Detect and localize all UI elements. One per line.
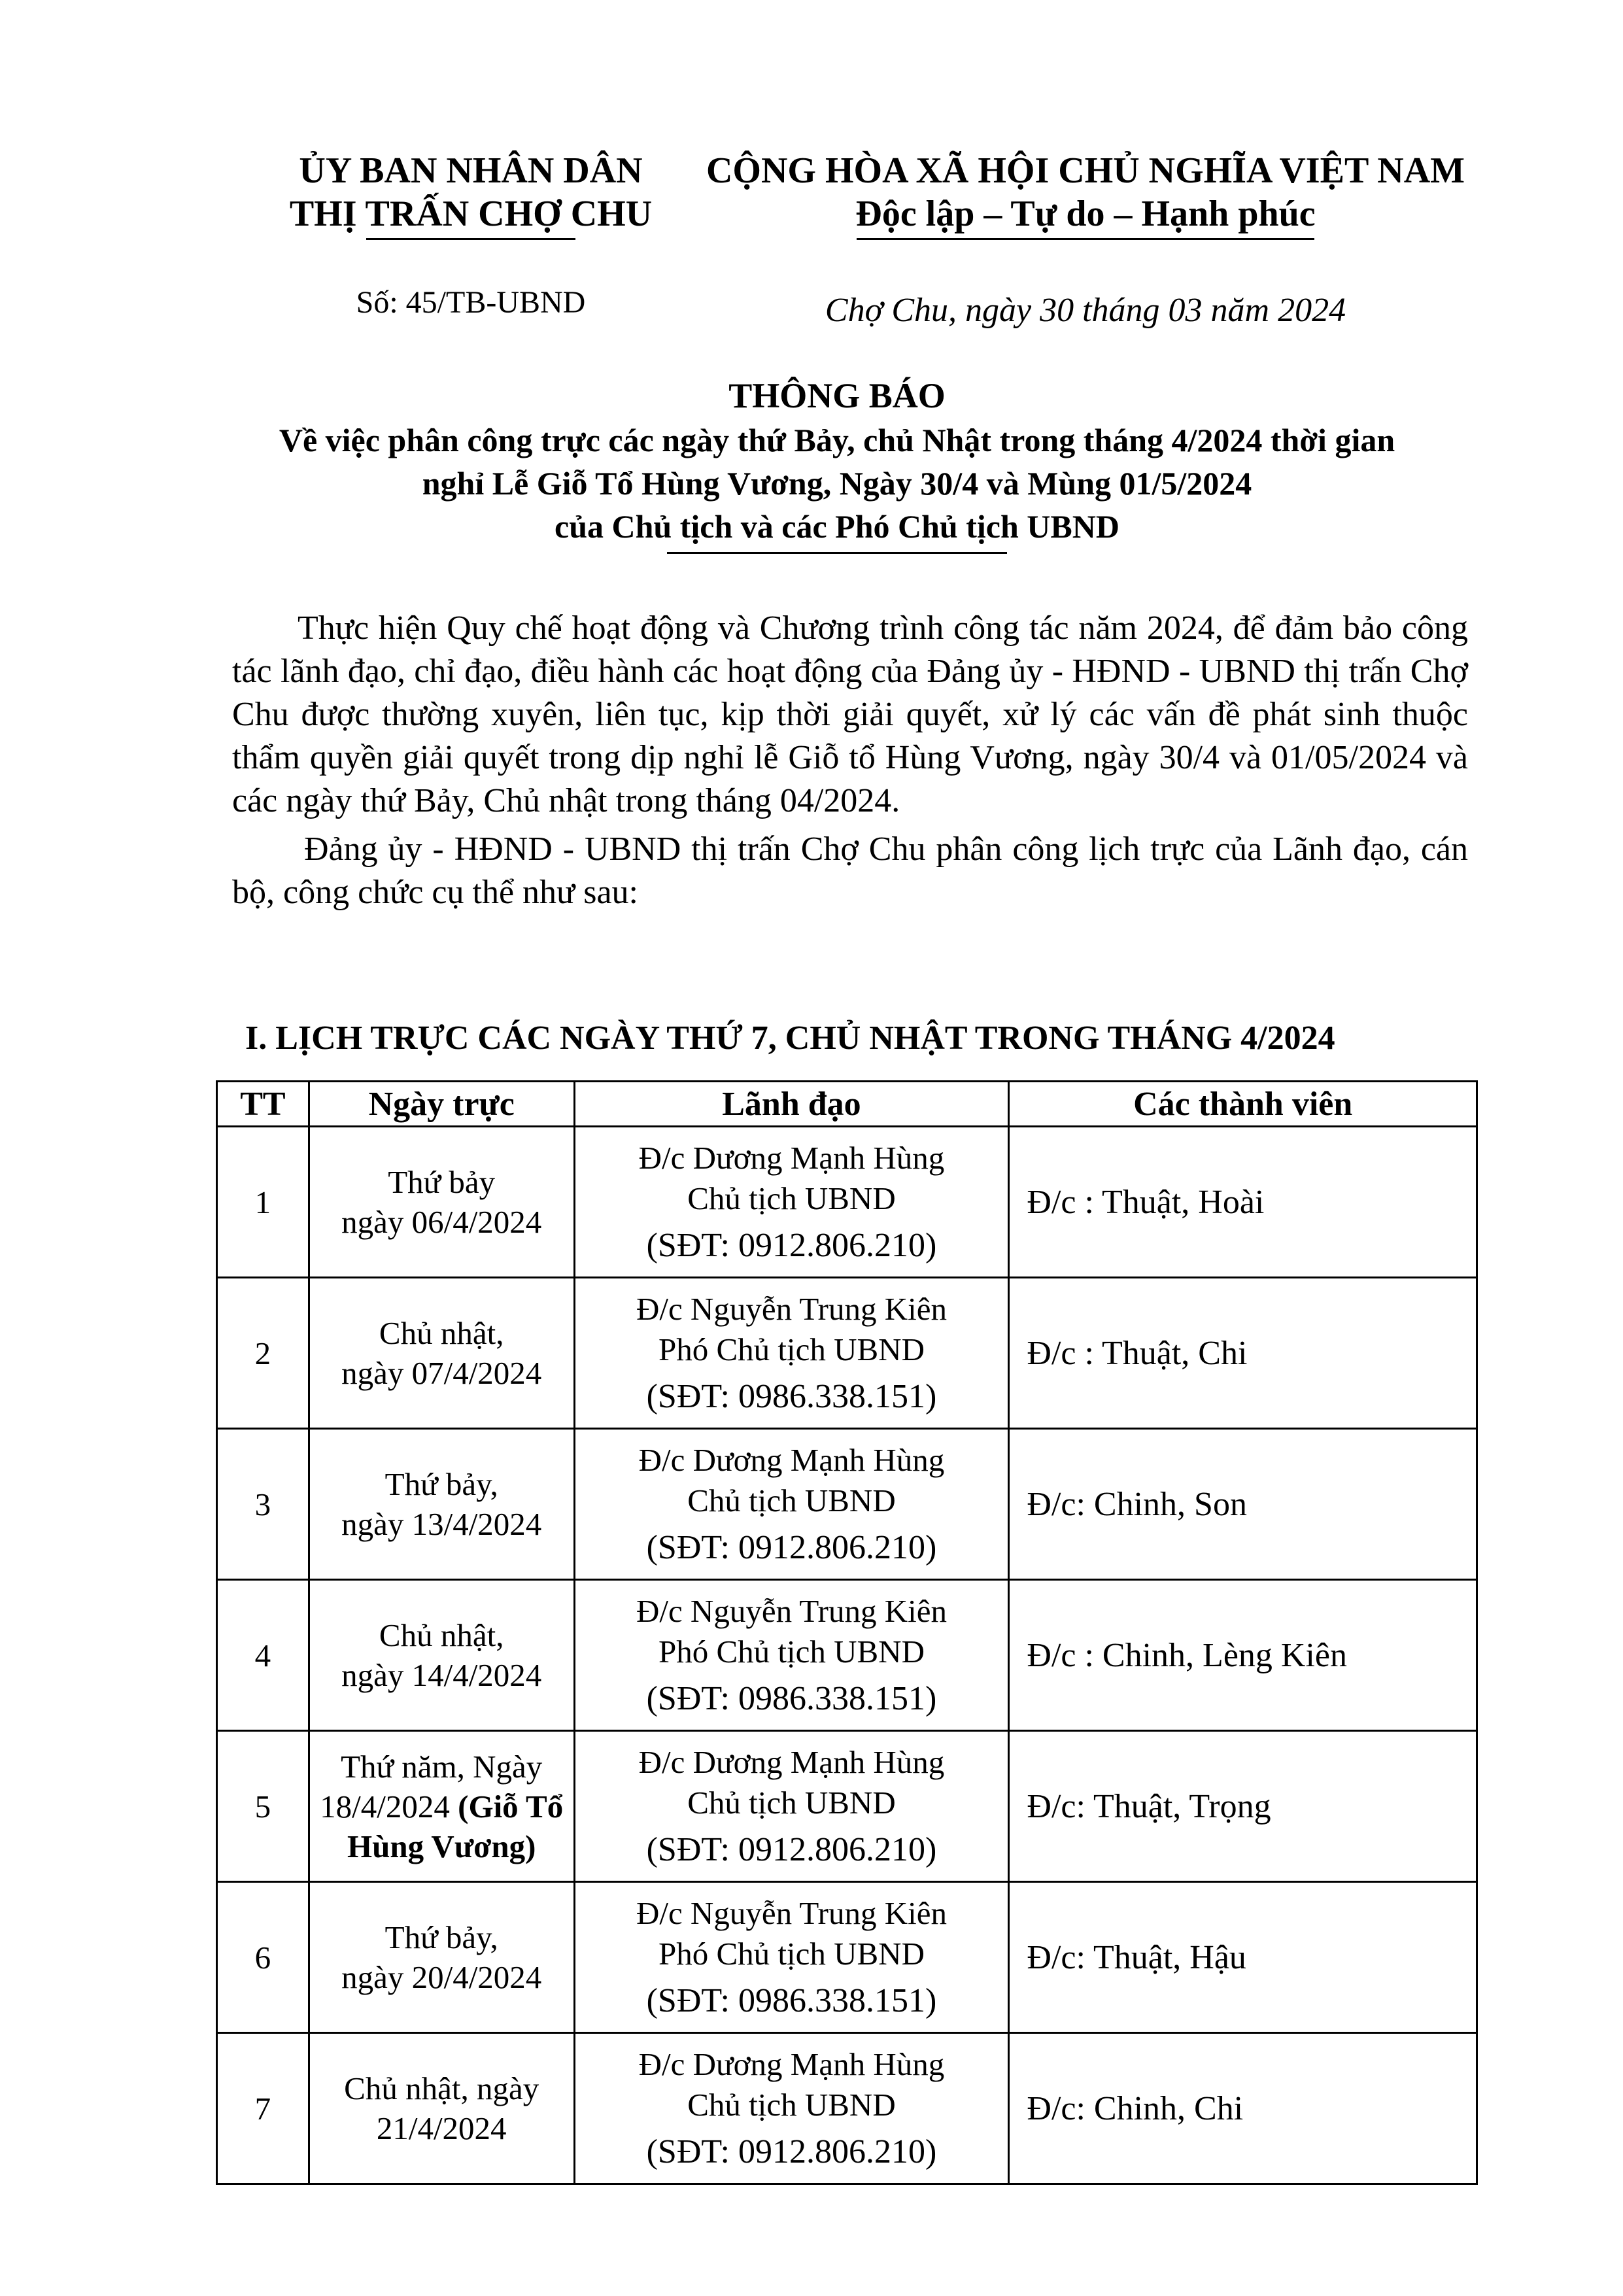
body-text [232,607,1468,919]
country-name: CỘNG HÒA XÃ HỘI CHỦ NGHĨA VIỆT NAM [706,150,1465,191]
leader-title: Phó Chủ tịch UBND [658,1936,925,1972]
leader-title: Phó Chủ tịch UBND [658,1331,925,1367]
duty-day: Chủ nhật, ngày [344,2070,539,2106]
leader-title: Chủ tịch UBND [687,1785,896,1821]
header-tt: TT [217,1082,309,1127]
duty-date-value: ngày 07/4/2024 [341,1355,542,1391]
motto-underline [857,238,1314,240]
paragraph-2: Đảng ủy - HĐND - UBND thị trấn Chợ Chu phân công lịch trực của Lãnh đạo, cán bộ, công chức cụ thể như sau: [232,831,1468,911]
leader-title: Chủ tịch UBND [687,2087,896,2123]
duty-date [309,1278,574,1429]
leader-phone: (SĐT: 0912.806.210) [646,1831,937,1868]
leader-cell [574,1882,1009,2033]
members-cell: Đ/c : Chinh, Lèng Kiên [1009,1580,1477,1731]
leader-cell [574,2033,1009,2184]
table-row [217,2033,1477,2184]
row-number: 3 [217,1429,309,1580]
header-duty-date: Ngày trực [309,1082,574,1127]
holiday-label: (Giỗ Tổ [458,1788,564,1825]
table-row [217,1127,1477,1278]
duty-date [309,1580,574,1731]
place-date: Chợ Chu, ngày 30 tháng 03 năm 2024 [825,292,1346,329]
duty-date [309,1429,574,1580]
leader-cell [574,1580,1009,1731]
leader-cell [574,1731,1009,1882]
duty-day: Thứ bảy, [384,1466,498,1502]
title-main: THÔNG BÁO [728,376,946,415]
duty-day: Thứ bảy, [384,1919,498,1955]
holiday-label-end: Hùng Vương) [347,1828,536,1864]
agency-line-1: ỦY BAN NHÂN DÂN [299,150,643,191]
duty-date [309,1127,574,1278]
header-leader: Lãnh đạo [574,1082,1009,1127]
table-row [217,1278,1477,1429]
row-number: 2 [217,1278,309,1429]
leader-name: Đ/c Dương Mạnh Hùng [638,2046,945,2082]
header-members: Các thành viên [1009,1082,1477,1127]
members-cell: Đ/c: Thuật, Hậu [1009,1882,1477,2033]
duty-date-value: ngày 06/4/2024 [341,1204,542,1240]
national-motto [693,149,1478,240]
duty-date-value: ngày 20/4/2024 [341,1959,542,1995]
duty-date [309,2033,574,2184]
leader-cell [574,1278,1009,1429]
title-line-3: của Chủ tịch và các Phó Chủ tịch UBND [555,508,1119,545]
agency-underline [366,238,575,240]
leader-phone: (SĐT: 0986.338.151) [646,1680,937,1717]
row-number: 5 [217,1731,309,1882]
duty-day: Chủ nhật, [379,1617,504,1653]
row-number: 6 [217,1882,309,2033]
section-1-heading: I. LỊCH TRỰC CÁC NGÀY THỨ 7, CHỦ NHẬT TRONG THÁNG 4/2024 [245,1019,1335,1057]
title-line-2: nghỉ Lễ Giỗ Tổ Hùng Vương, Ngày 30/4 và Mùng 01/5/2024 [422,465,1252,502]
leader-name: Đ/c Nguyễn Trung Kiên [636,1291,947,1327]
duty-date [309,1731,574,1882]
duty-date-value: 18/4/2024 [320,1788,458,1825]
leader-name: Đ/c Nguyễn Trung Kiên [636,1895,947,1931]
members-cell: Đ/c: Thuật, Trọng [1009,1731,1477,1882]
leader-phone: (SĐT: 0912.806.210) [646,2133,937,2170]
issuing-agency [248,149,693,240]
row-number: 1 [217,1127,309,1278]
leader-name: Đ/c Dương Mạnh Hùng [638,1744,945,1780]
paragraph-1: Thực hiện Quy chế hoạt động và Chương trình công tác năm 2024, để đảm bảo công tác lãnh đạo, chỉ đạo, điều hành các hoạt động của Đảng ủy - HĐND - UBND thị trấn Chợ Chu được thường xuyên, liên tục, kịp thời giải quyết, xử lý các vấn đề phát sinh thuộc thẩm quyền giải quyết trong dịp nghỉ lễ Giỗ tổ Hùng Vương, ngày 30/4 và 01/05/2024 và các ngày thứ Bảy, Chủ nhật trong tháng 04/2024. [232,609,1468,819]
duty-day: Thứ bảy [388,1164,496,1200]
table-row [217,1882,1477,2033]
leader-name: Đ/c Dương Mạnh Hùng [638,1442,945,1478]
leader-title: Chủ tịch UBND [687,1482,896,1518]
leader-phone: (SĐT: 0986.338.151) [646,1378,937,1415]
table-header-row [217,1082,1477,1127]
motto: Độc lập – Tự do – Hạnh phúc [855,194,1316,234]
row-number: 4 [217,1580,309,1731]
leader-name: Đ/c Nguyễn Trung Kiên [636,1593,947,1629]
duty-day: Thứ năm, Ngày [341,1748,543,1785]
duty-day: Chủ nhật, [379,1315,504,1351]
members-cell: Đ/c : Thuật, Chi [1009,1278,1477,1429]
leader-name: Đ/c Dương Mạnh Hùng [638,1140,945,1176]
leader-phone: (SĐT: 0912.806.210) [646,1529,937,1566]
members-cell: Đ/c: Chinh, Chi [1009,2033,1477,2184]
duty-date-value: ngày 14/4/2024 [341,1657,542,1693]
agency-line-2: THỊ TRẤN CHỢ CHU [289,194,653,234]
leader-cell [574,1429,1009,1580]
table-row [217,1580,1477,1731]
leader-title: Phó Chủ tịch UBND [658,1634,925,1670]
leader-phone: (SĐT: 0986.338.151) [646,1982,937,2019]
title-line-1: Về việc phân công trực các ngày thứ Bảy, chủ Nhật trong tháng 4/2024 thời gian [279,422,1395,458]
duty-date-value: ngày 13/4/2024 [341,1506,542,1542]
members-cell: Đ/c: Chinh, Son [1009,1429,1477,1580]
leader-title: Chủ tịch UBND [687,1180,896,1216]
table-row [217,1731,1477,1882]
table-row [217,1429,1477,1580]
title-underline [667,552,1007,554]
duty-schedule-table [216,1080,1478,2185]
document-title [196,373,1478,554]
row-number: 7 [217,2033,309,2184]
document-number: Số: 45/TB-UBND [356,285,586,320]
leader-cell [574,1127,1009,1278]
members-cell: Đ/c : Thuật, Hoài [1009,1127,1477,1278]
duty-date-value: 21/4/2024 [376,2110,507,2146]
leader-phone: (SĐT: 0912.806.210) [646,1227,937,1264]
duty-date [309,1882,574,2033]
